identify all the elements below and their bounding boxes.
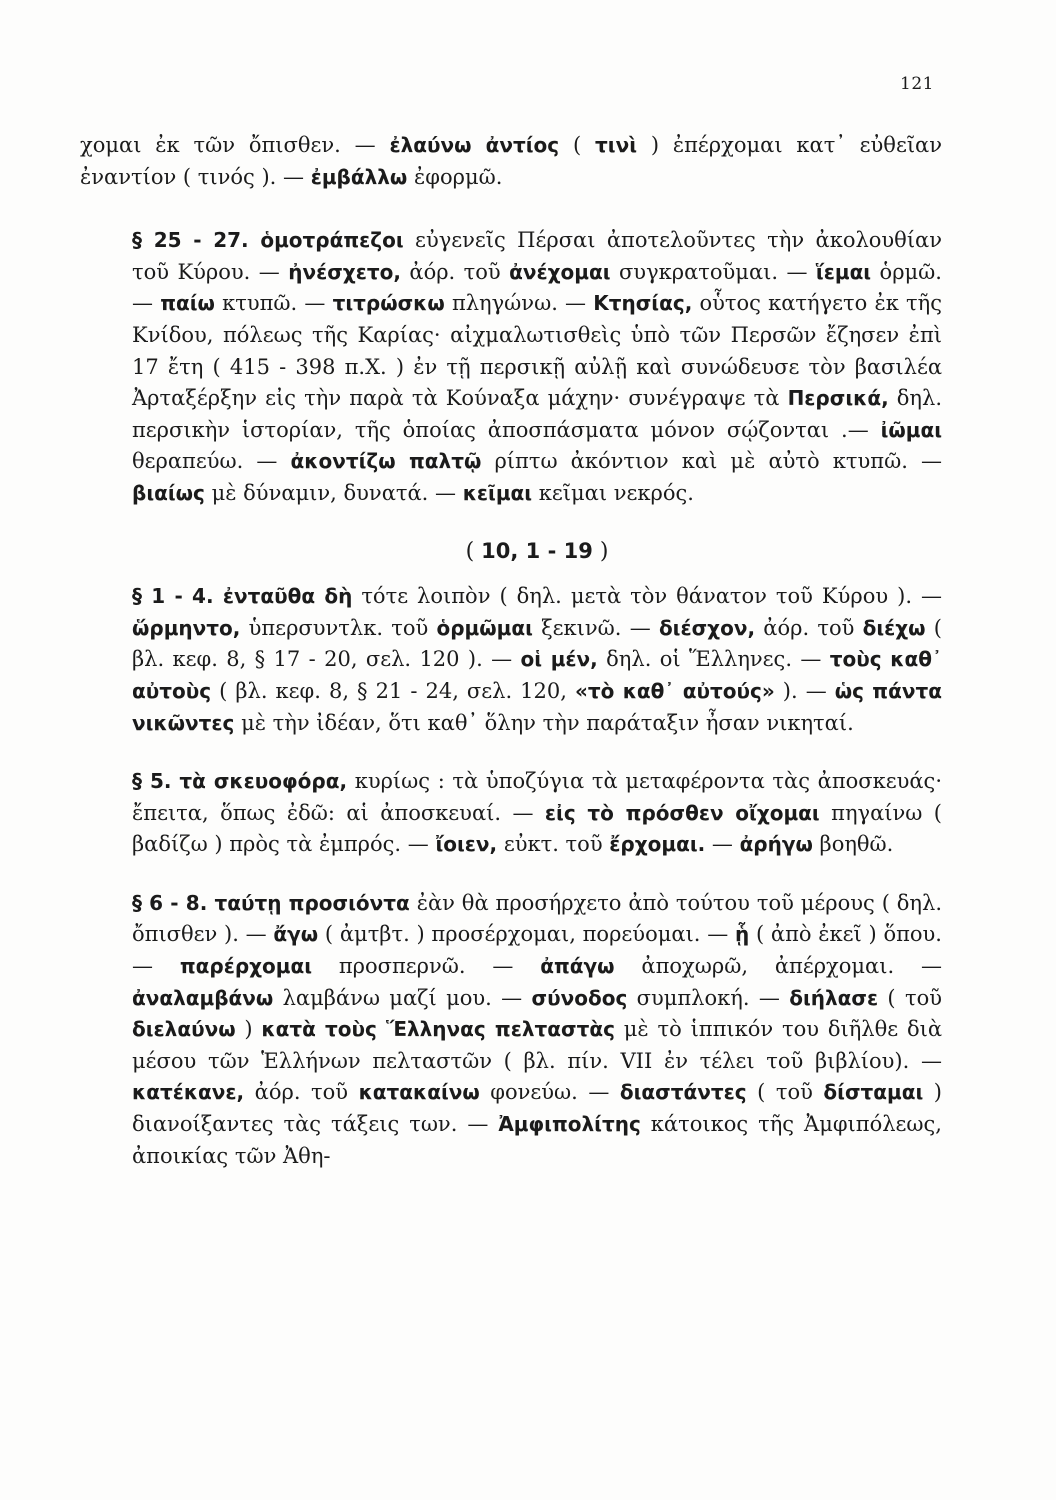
term: ἐμβάλλω (310, 164, 408, 189)
section-label: § 1 - 4. ἐνταῦθα δὴ (132, 584, 353, 609)
term: κατὰ τοὺς Ἕλληνας πελταστὰς (261, 1017, 615, 1042)
term: σύνοδος (531, 985, 628, 1010)
page-number: 121 (900, 74, 934, 94)
paragraph-section-5: § 5. τὰ σκευοφόρα, κυρίως : τὰ ὑποζύγια τὰ μεταφέροντα τὰς ἀποσκευάς· ἔπειτα, ὅπως ἐδῶ: αἱ ἀποσκευαί. — εἰς τὸ πρόσθεν οἴχομαι πηγαίνω ( βαδίζω ) πρὸς τὰ ἐμπρός. — ἴοιεν, εὐκτ. τοῦ ἔρχομαι. — ἀρήγω βοηθῶ. (132, 769, 943, 857)
term: Περσικά, (787, 386, 889, 411)
term: ἀνέχομαι (509, 259, 611, 284)
term: ἄγω (273, 922, 319, 947)
term: ὡς πάντα νικῶντες (132, 678, 942, 735)
term: ἴοιεν, (435, 832, 498, 857)
term: κεῖμαι (462, 480, 533, 505)
term: ἵεμαι (815, 259, 872, 284)
section-label: § 6 - 8. ταύτῃ προσιόντα (132, 890, 410, 915)
term: Κτησίας, (593, 291, 693, 316)
term: οἱ μέν, (520, 647, 598, 672)
term: ἰῶμαι (880, 417, 942, 442)
term: ἠνέσχετο, (288, 259, 401, 284)
term: ἀπάγω (540, 954, 615, 979)
term: τινὶ (595, 133, 637, 157)
term: Ἀμφιπολίτης (498, 1112, 641, 1137)
term: ἀρήγω (739, 832, 813, 857)
paragraph-section-6-8: § 6 - 8. ταύτῃ προσιόντα ἐὰν θὰ προσήρχετο ἀπὸ τούτου τοῦ μέρους ( δηλ. ὄπισθεν ). — ἄγω ( ἀμτβτ. ) προσέρχομαι, πορεύομαι. — ᾗ ( ἀπὸ ἐκεῖ ) ὅπου. — παρέρχομαι προσπερνῶ. — ἀπάγω ἀποχωρῶ, ἀπέρχομαι. — ἀναλαμβάνω λαμβάνω μαζί μου. — σύνοδος συμπλοκή. — διήλασε ( τοῦ διελαύνω ) κατὰ τοὺς Ἕλληνας πελταστὰς μὲ τὸ ἱππικόν του διῆλθε διὰ μέσου τῶν Ἑλλήνων πελταστῶν ( βλ. πίν. VII ἐν τέλει τοῦ βιβλίου). — κατέκανε, ἀόρ. τοῦ κατακαίνω φονεύω. — διαστάντες ( τοῦ δίσταμαι ) διανοίξαντες τὰς τάξεις των. — Ἀμφιπολίτης κάτοικος τῆς Ἀμφιπόλεως, ἀποικίας τῶν Ἀθη- (132, 890, 943, 1168)
term: κατακαίνω (358, 1080, 480, 1105)
term: ἀκοντίζω παλτῷ (290, 449, 482, 474)
term: ἐλαύνω ἀντίος (389, 133, 560, 157)
term: δίσταμαι (823, 1080, 924, 1105)
term: ὁρμῶμαι (436, 615, 533, 640)
term: ὥρμηντο, (132, 615, 241, 640)
term: τιτρώσκω (332, 291, 445, 316)
term: τοὺς καθ᾽ αὐτοὺς (132, 647, 942, 703)
paragraph-continuation: χομαι ἐκ τῶν ὄπισθεν. — ἐλαύνω ἀντίος ( τινὶ ) ἐπέρχομαι κατ᾽ εὐθεῖαν ἐναντίον ( τινός ). — ἐμβάλλω ἐφορμῶ. (80, 133, 943, 189)
term: ἀναλαμβάνω (132, 985, 274, 1010)
term: ᾗ (734, 922, 750, 947)
term: διέσχον, (658, 615, 756, 640)
section-label: § 25 - 27. ὁμοτράπεζοι (132, 228, 404, 253)
term: εἰς τὸ πρόσθεν οἴχομαι (544, 800, 820, 825)
term: διαστάντες (619, 1080, 747, 1105)
term: διελαύνω (132, 1017, 236, 1042)
term: ἔρχομαι. (609, 832, 706, 857)
term: «τὸ καθ᾽ αὐτούς» (574, 678, 775, 703)
term: διέχω (862, 615, 926, 640)
term: παρέρχομαι (179, 954, 313, 979)
term: κατέκανε, (132, 1080, 245, 1105)
section-label: § 5. τὰ σκευοφόρα, (132, 769, 348, 794)
paragraph-section-1-4: § 1 - 4. ἐνταῦθα δὴ τότε λοιπὸν ( δηλ. μετὰ τὸν θάνατον τοῦ Κύρου ). — ὥρμηντο, ὑπερσυντλκ. τοῦ ὁρμῶμαι ξεκινῶ. — διέσχον, ἀόρ. τοῦ διέχω ( βλ. κεφ. 8, § 17 - 20, σελ. 120 ). — οἱ μέν, δηλ. οἱ Ἕλληνες. — τοὺς καθ᾽ αὐτοὺς ( βλ. κεφ. 8, § 21 - 24, σελ. 120, «τὸ καθ᾽ αὐτούς» ). — ὡς πάντα νικῶντες μὲ τὴν ἰδέαν, ὅτι καθ᾽ ὅλην τὴν παράταξιν ἦσαν νικηταί. (132, 584, 942, 735)
chapter-reference: 10, 1 - 19 (481, 538, 593, 563)
page-body (80, 130, 942, 1172)
chapter-heading: ( 10, 1 - 19 ) (465, 538, 609, 564)
term: βιαίως (132, 480, 205, 505)
term: παίω (160, 291, 215, 316)
term: διήλασε (789, 985, 879, 1010)
paragraph-section-25-27: § 25 - 27. ὁμοτράπεζοι εὐγενεῖς Πέρσαι ἀποτελοῦντες τὴν ἀκολουθίαν τοῦ Κύρου. — ἠνέσχετο, ἀόρ. τοῦ ἀνέχομαι συγκρατοῦμαι. — ἵεμαι ὁρμῶ. — παίω κτυπῶ. — τιτρώσκω πληγώνω. — Κτησίας, οὗτος κατήγετο ἐκ τῆς Κνίδου, πόλεως τῆς Καρίας· αἰχμαλωτισθεὶς ὑπὸ τῶν Περσῶν ἔζησεν ἐπὶ 17 ἔτη ( 415 - 398 π.Χ. ) ἐν τῇ περσικῇ αὐλῇ καὶ συνώδευσε τὸν βασιλέα Ἀρταξέρξην εἰς τὴν παρὰ τὰ Κούναξα μάχην· συνέγραψε τὰ Περσικά, δηλ. περσικὴν ἱστορίαν, τῆς ὁποίας ἀποσπάσματα μόνον σῴζονται .— ἰῶμαι θεραπεύω. — ἀκοντίζω παλτῷ ρίπτω ἀκόντιον καὶ μὲ αὐτὸ κτυπῶ. — βιαίως μὲ δύναμιν, δυνατά. — κεῖμαι κεῖμαι νεκρός. (132, 228, 942, 505)
